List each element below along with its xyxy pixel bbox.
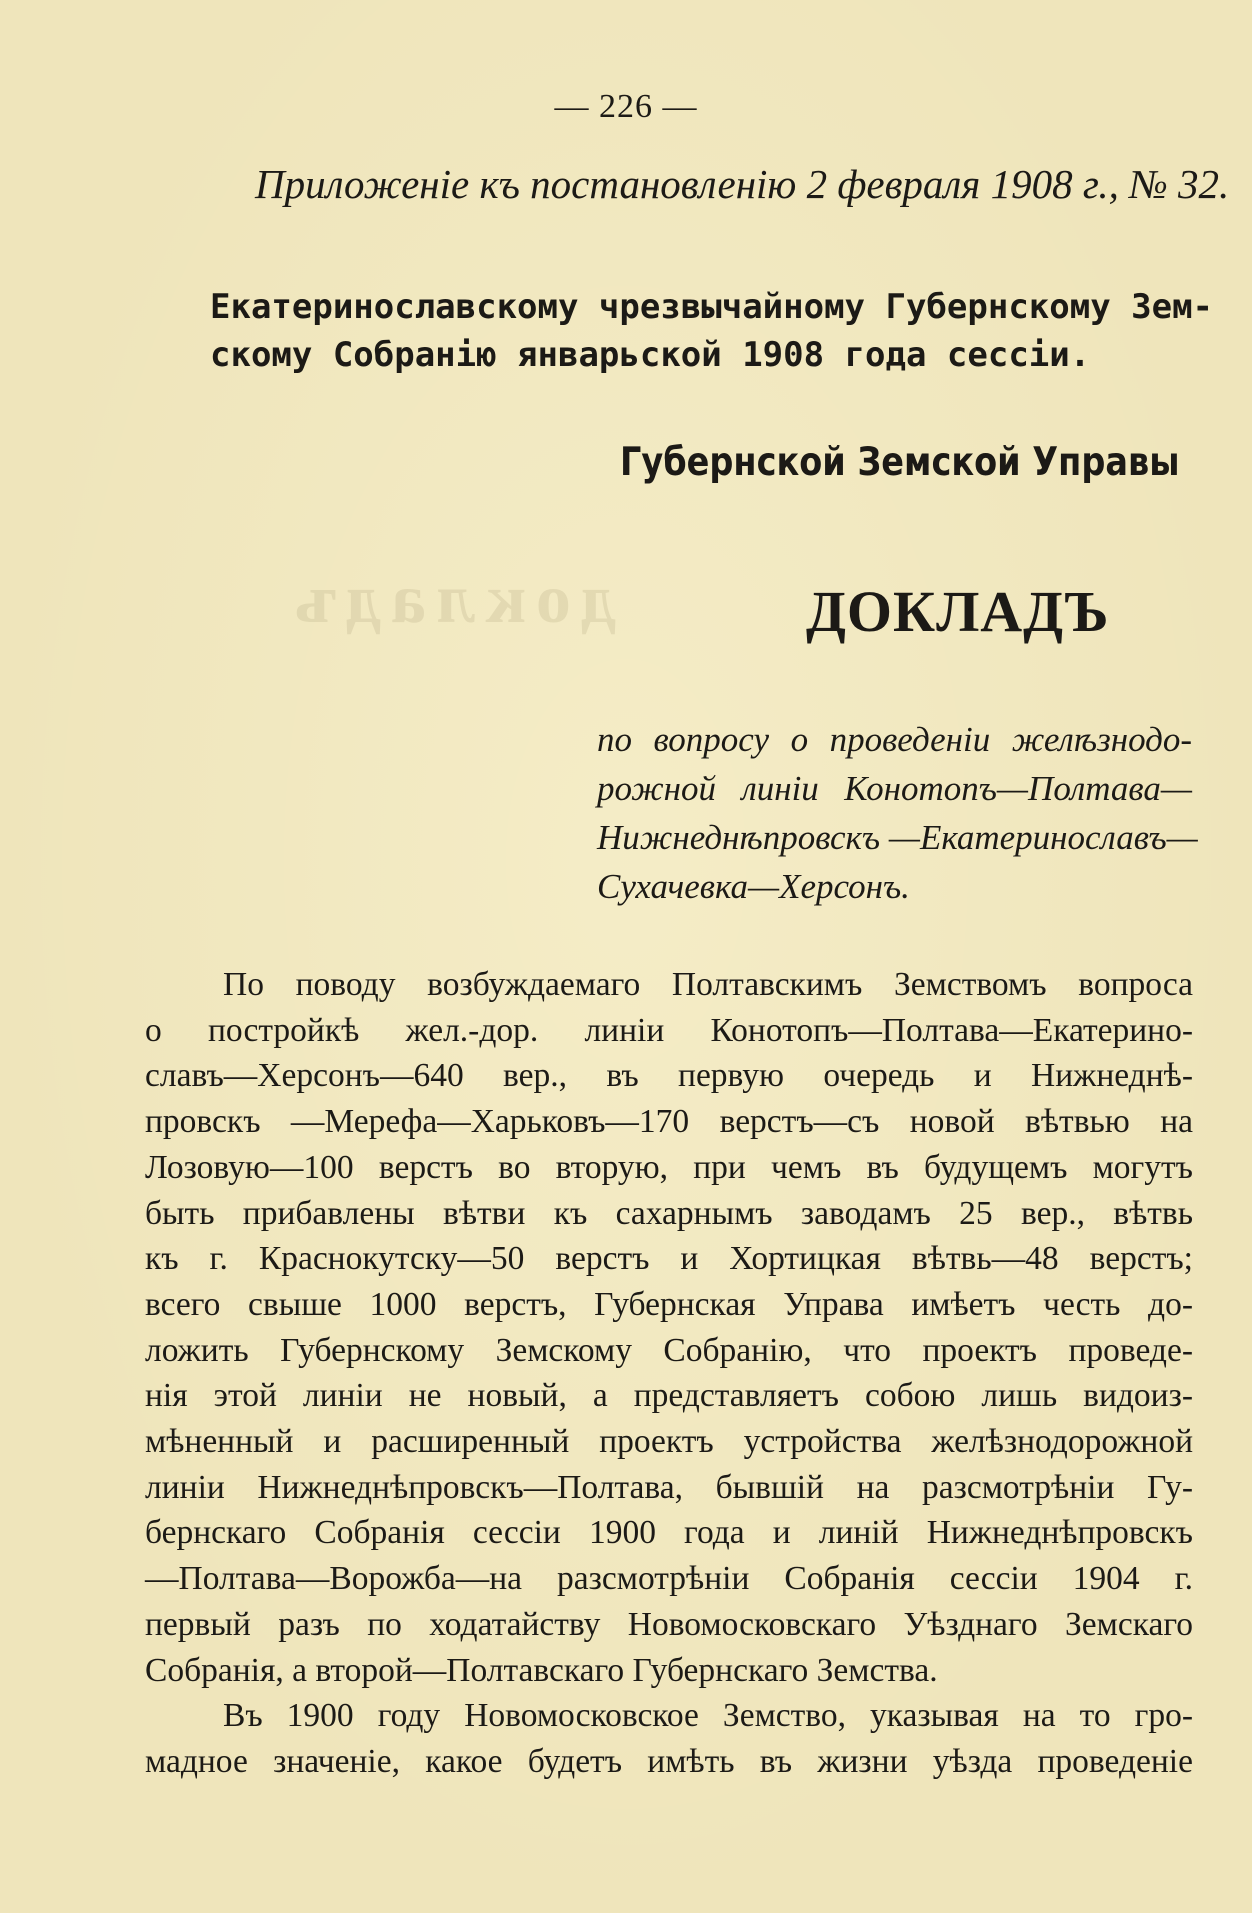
body-line: Въ 1900 году Новомосковское Земство, указывая на то гро- bbox=[223, 1697, 1193, 1735]
paragraph-2 bbox=[145, 1693, 1193, 1784]
appendix-note: Приложеніе къ постановленію 2 февраля 1908 г., № 32. bbox=[255, 161, 1230, 207]
body-line: всего свыше 1000 верстъ, Губернская Управа имѣетъ честь до- bbox=[145, 1285, 1193, 1323]
body-line: —Полтава—Ворожба—на разсмотрѣніи Собранія сессіи 1904 г. bbox=[145, 1560, 1193, 1598]
subject-line: рожной линіи Конотопъ—Полтава— bbox=[597, 769, 1192, 808]
issuer-heading: Губернской Земской Управы bbox=[620, 440, 1180, 485]
body-line: о постройкѣ жел.-дор. линіи Конотопъ—Полтава—Екатерино- bbox=[145, 1011, 1193, 1049]
subject-line: Нижнеднѣпровскъ —Екатеринославъ— bbox=[597, 818, 1198, 857]
body-line: провскъ —Мерефа—Харьковъ—170 верстъ—съ новой вѣтвью на bbox=[145, 1103, 1193, 1141]
subject-line: Сухачевка—Херсонъ. bbox=[597, 867, 910, 906]
body-line: бернскаго Собранія сессіи 1900 года и линій Нижнеднѣпровскъ bbox=[145, 1514, 1193, 1552]
addressee-block bbox=[210, 283, 1214, 379]
page-number: — 226 — bbox=[554, 88, 698, 125]
body-text bbox=[145, 962, 1193, 1785]
body-line: мѣненный и расширенный проектъ устройства желѣзнодорожной bbox=[145, 1423, 1193, 1461]
document-title: ДОКЛАДЪ bbox=[806, 579, 1110, 644]
paragraph-1 bbox=[145, 962, 1193, 1693]
subject-block bbox=[597, 715, 1198, 911]
bleed-through-mark: докладъ bbox=[285, 561, 617, 638]
body-line: нія этой линіи не новый, а представляетъ собою лишь видоиз- bbox=[145, 1377, 1193, 1415]
body-line: мадное значеніе, какое будетъ имѣть въ жизни уѣзда проведеніе bbox=[145, 1742, 1193, 1780]
body-line: быть прибавлены вѣтви къ сахарнымъ заводамъ 25 вер., вѣтвь bbox=[145, 1194, 1193, 1232]
body-line: къ г. Краснокутску—50 верстъ и Хортицкая вѣтвь—48 верстъ; bbox=[145, 1240, 1193, 1278]
body-line: По поводу возбуждаемаго Полтавскимъ Земствомъ вопроса bbox=[223, 966, 1193, 1003]
addressee-line: скому Собранію январьской 1908 года сессіи. bbox=[210, 335, 1091, 375]
body-line: славъ—Херсонъ—640 вер., въ первую очередь и Нижнеднѣ- bbox=[145, 1057, 1193, 1095]
body-line: Собранія, а второй—Полтавскаго Губернскаго Земства. bbox=[145, 1651, 938, 1689]
addressee-line: Екатеринославскому чрезвычайному Губернскому Зем- bbox=[210, 287, 1214, 327]
body-line: линіи Нижнеднѣпровскъ—Полтава, бывшій на разсмотрѣніи Гу- bbox=[145, 1468, 1193, 1506]
body-line: Лозовую—100 верстъ во вторую, при чемъ въ будущемъ могутъ bbox=[145, 1148, 1193, 1186]
body-line: первый разъ по ходатайству Новомосковскаго Уѣзднаго Земскаго bbox=[145, 1605, 1193, 1643]
body-line: ложить Губернскому Земскому Собранію, что проектъ проведе- bbox=[145, 1331, 1193, 1369]
subject-line: по вопросу о проведеніи желѣзнодо- bbox=[597, 720, 1192, 759]
